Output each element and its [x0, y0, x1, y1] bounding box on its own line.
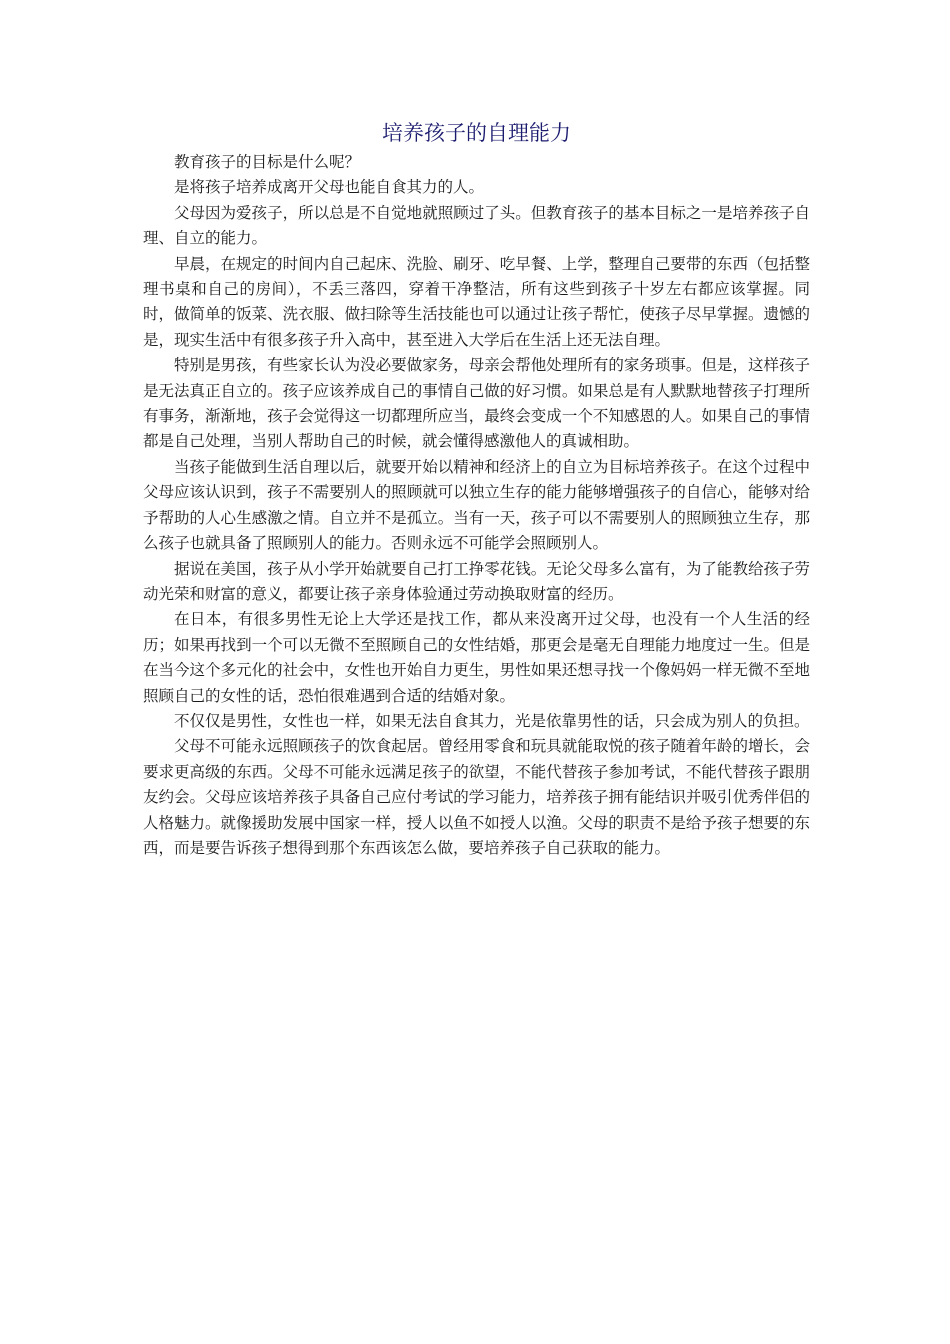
paragraph: 是将孩子培养成离开父母也能自食其力的人。 [174, 178, 485, 197]
document-title: 培养孩子的自理能力 [382, 121, 571, 145]
paragraph: 据说在美国，孩子从小学开始就要自己打工挣零花钱。无论父母多么富有，为了能教给孩子劳动光荣和财富的意义，都要让孩子亲身体验通过劳动换取财富的经历。 [143, 559, 810, 603]
paragraph: 特别是男孩，有些家长认为没必要做家务，母亲会帮他处理所有的家务琐事。但是，这样孩子是无法真正自立的。孩子应该养成自己的事情自己做的好习惯。如果总是有人默默地替孩子打理所有事务，渐渐地，孩子会觉得这一切都理所应当，最终会变成一个不知感恩的人。如果自己的事情都是自己处理，当别人帮助自己的时候，就会懂得感激他人的真诚相助。 [143, 356, 810, 451]
paragraph: 不仅仅是男性，女性也一样，如果无法自食其力，光是依靠男性的话，只会成为别人的负担。 [174, 711, 810, 730]
paragraph: 父母不可能永远照顾孩子的饮食起居。曾经用零食和玩具就能取悦的孩子随着年龄的增长，会要求更高级的东西。父母不可能永远满足孩子的欲望，不能代替孩子参加考试，不能代替孩子跟朋友约会。父母应该培养孩子具备自己应付考试的学习能力，培养孩子拥有能结识并吸引优秀伴侣的人格魅力。就像援助发展中国家一样，授人以鱼不如授人以渔。父母的职责不是给予孩子想要的东西，而是要告诉孩子想得到那个东西该怎么做，要培养孩子自己获取的能力。 [143, 737, 810, 857]
document-page [143, 118, 810, 861]
paragraph: 在日本，有很多男性无论上大学还是找工作，都从来没离开过父母，也没有一个人生活的经历；如果再找到一个可以无微不至照顾自己的女性结婚，那更会是毫无自理能力地度过一生。但是在当今这个多元化的社会中，女性也开始自力更生，男性如果还想寻找一个像妈妈一样无微不至地照顾自己的女性的话，恐怕很难遇到合适的结婚对象。 [143, 610, 810, 705]
paragraph: 当孩子能做到生活自理以后，就要开始以精神和经济上的自立为目标培养孩子。在这个过程中父母应该认识到，孩子不需要别人的照顾就可以独立生存的能力能够增强孩子的自信心，能够对给予帮助的人心生感激之情。自立并不是孤立。当有一天，孩子可以不需要别人的照顾独立生存，那么孩子也就具备了照顾别人的能力。否则永远不可能学会照顾别人。 [143, 457, 810, 553]
paragraph: 父母因为爱孩子，所以总是不自觉地就照顾过了头。但教育孩子的基本目标之一是培养孩子自理、自立的能力。 [143, 203, 810, 248]
paragraph: 教育孩子的目标是什么呢？ [174, 153, 361, 171]
paragraph: 早晨，在规定的时间内自己起床、洗脸、刷牙、吃早餐、上学，整理自己要带的东西（包括整理书桌和自己的房间），不丢三落四，穿着干净整洁，所有这些到孩子十岁左右都应该掌握。同时，做简单的饭菜、洗衣服、做扫除等生活技能也可以通过让孩子帮忙，使孩子尽早掌握。遗憾的是，现实生活中有很多孩子升入高中，甚至进入大学后在生活上还无法自理。 [143, 254, 810, 349]
